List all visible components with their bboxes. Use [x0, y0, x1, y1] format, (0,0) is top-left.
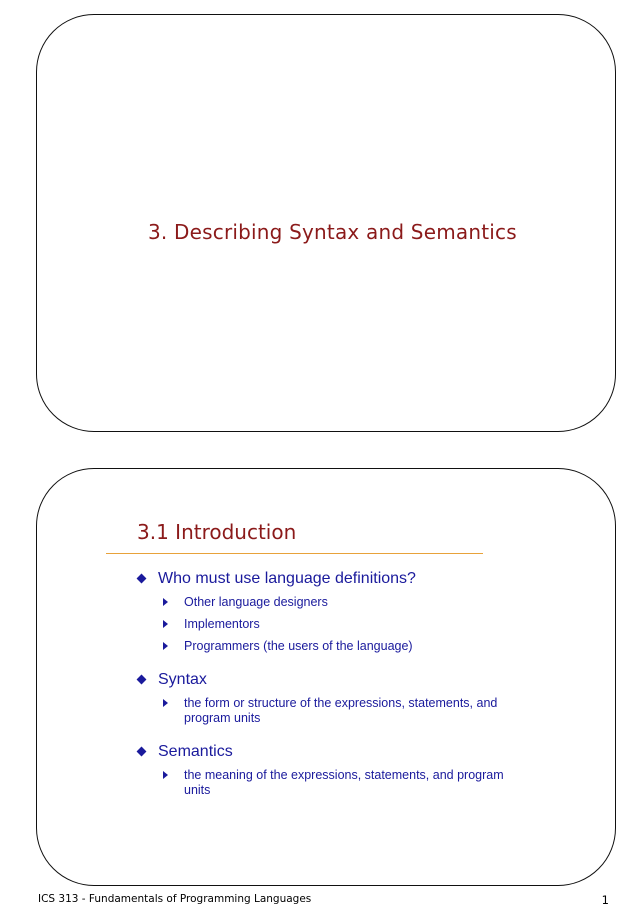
footer-course-title: ICS 313 - Fundamentals of Programming Languages	[38, 893, 312, 905]
sub-item-text: Implementors	[184, 617, 260, 631]
sub-item	[137, 595, 524, 610]
sub-item-text: the form or structure of the expressions, statements, and program units	[184, 696, 498, 725]
bullet-item-who-must-use	[137, 569, 537, 589]
sub-item-text: Other language designers	[184, 595, 328, 609]
bullet-text: Syntax	[158, 671, 207, 688]
diamond-bullet-icon	[137, 675, 147, 685]
arrow-bullet-icon	[163, 699, 168, 707]
sub-list	[137, 768, 537, 798]
diamond-bullet-icon	[137, 574, 147, 584]
bullet-item-semantics	[137, 742, 537, 762]
sub-item-text: Programmers (the users of the language)	[184, 639, 413, 653]
sub-list-container	[137, 595, 537, 654]
bullet-text: Who must use language definitions?	[158, 570, 416, 587]
arrow-bullet-icon	[163, 771, 168, 779]
arrow-bullet-icon	[163, 598, 168, 606]
slide-1-title: 3. Describing Syntax and Semantics	[148, 220, 517, 244]
sub-item	[137, 639, 524, 654]
arrow-bullet-icon	[163, 642, 168, 650]
bullet-item-syntax	[137, 670, 537, 690]
sub-item	[137, 696, 524, 726]
sub-list-container	[137, 768, 537, 798]
diamond-bullet-icon	[137, 747, 147, 757]
slide-2-title: 3.1 Introduction	[137, 520, 297, 544]
sub-list	[137, 595, 537, 654]
sub-list-container	[137, 696, 537, 726]
sub-item	[137, 617, 524, 632]
bullet-text: Semantics	[158, 743, 233, 760]
bullet-list	[137, 569, 537, 798]
sub-item	[137, 768, 524, 798]
footer-page-number: 1	[601, 893, 609, 907]
arrow-bullet-icon	[163, 620, 168, 628]
sub-item-text: the meaning of the expressions, statements, and program units	[184, 768, 504, 797]
sub-list	[137, 696, 537, 726]
title-underline-rule	[106, 553, 483, 554]
